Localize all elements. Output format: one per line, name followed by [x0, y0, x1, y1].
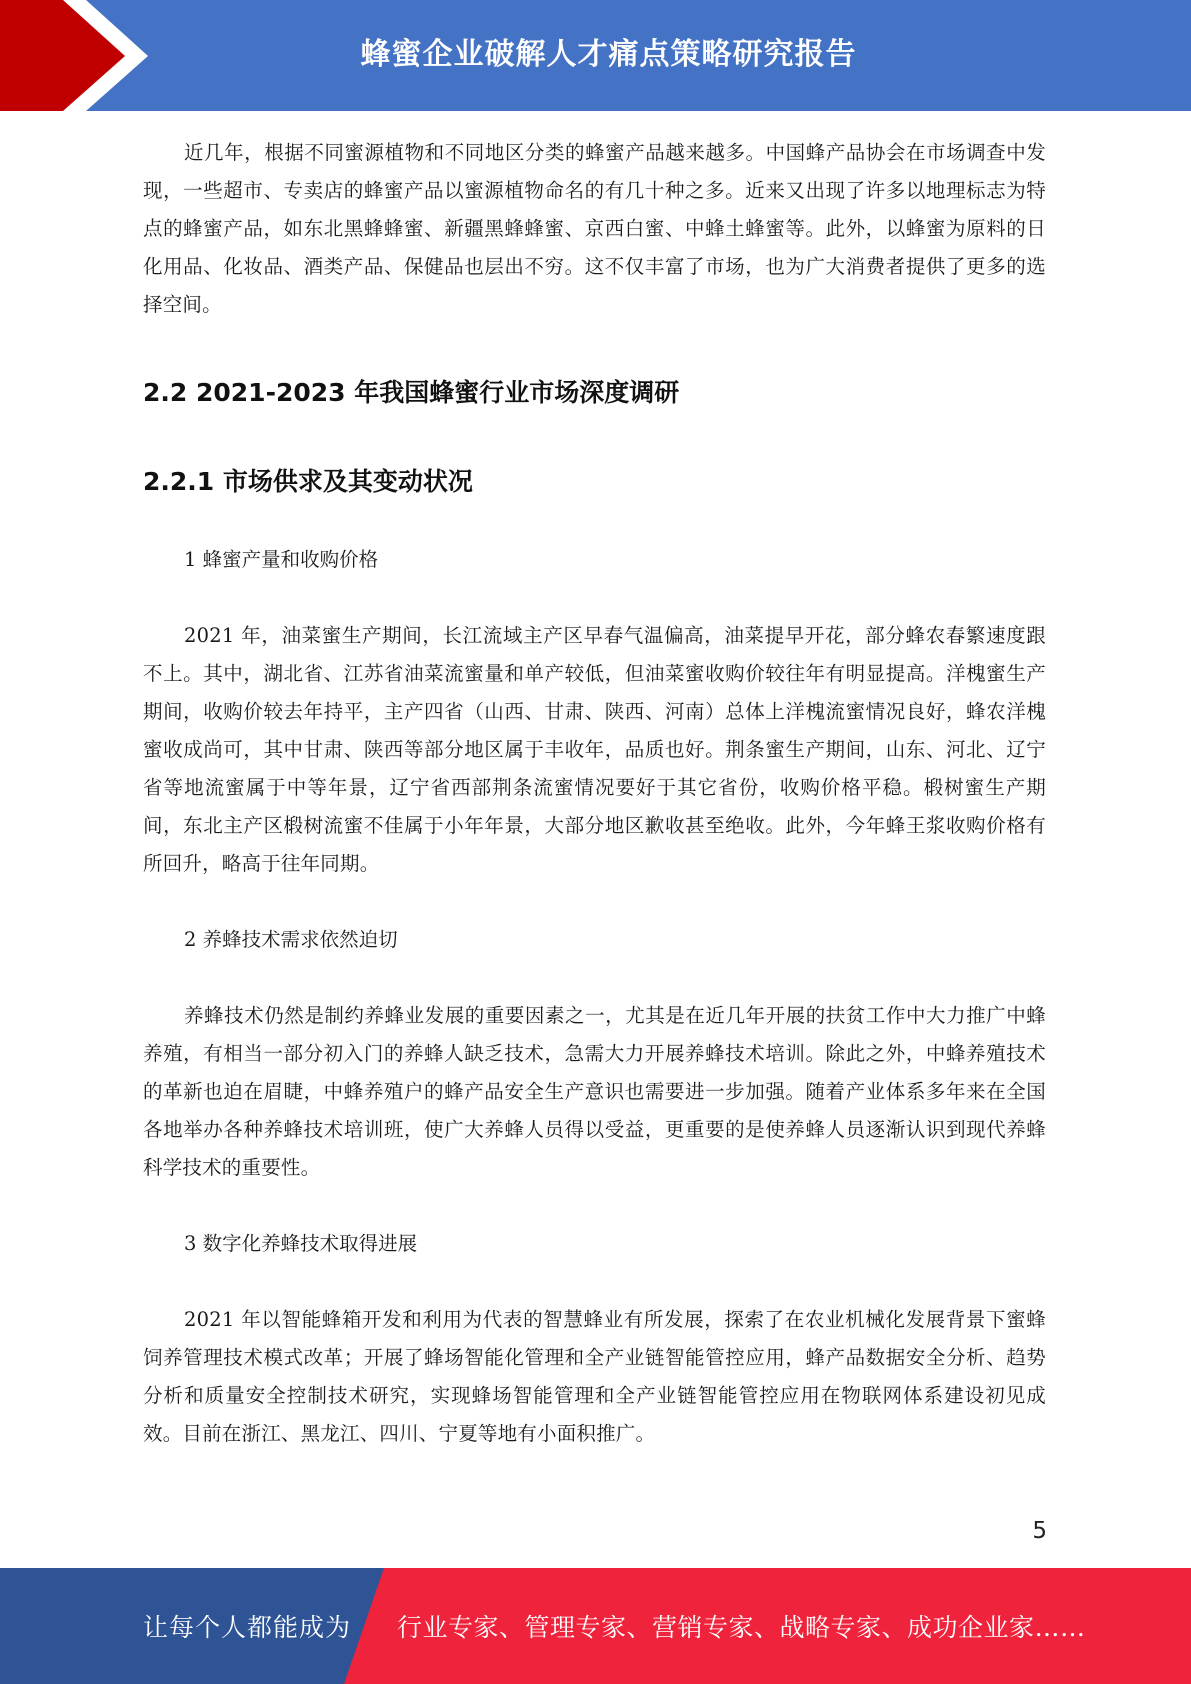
item-paragraph: 养蜂技术仍然是制约养蜂业发展的重要因素之一，尤其是在近几年开展的扶贫工作中大力推广中蜂养殖，有相当一部分初入门的养蜂人缺乏技术，急需大力开展养蜂技术培训。除此之外，中蜂养殖技术的革新也迫在眉睫，中蜂养殖户的蜂产品安全生产意识也需要进一步加强。随着产业体系多年来在全国各地举办各种养蜂技术培训班，使广大养蜂人员得以受益，更重要的是使养蜂人员逐渐认识到现代养蜂科学技术的重要性。 — [143, 1004, 1046, 1179]
item-heading: 1 蜂蜜产量和收购价格 — [184, 548, 379, 571]
item-heading: 3 数字化养蜂技术取得进展 — [184, 1232, 418, 1255]
intro-paragraph: 近几年，根据不同蜜源植物和不同地区分类的蜂蜜产品越来越多。中国蜂产品协会在市场调查中发现，一些超市、专卖店的蜂蜜产品以蜜源植物命名的有几十种之多。近来又出现了许多以地理标志为特点的蜂蜜产品，如东北黑蜂蜂蜜、新疆黑蜂蜂蜜、京西白蜜、中蜂土蜂蜜等。此外，以蜂蜜为原料的日化用品、化妆品、酒类产品、保健品也层出不穷。这不仅丰富了市场，也为广大消费者提供了更多的选择空间。 — [143, 141, 1046, 316]
section-heading: 2.2 2021-2023 年我国蜂蜜行业市场深度调研 — [143, 378, 680, 407]
item-heading: 2 养蜂技术需求依然迫切 — [184, 928, 398, 951]
page-number: 5 — [1032, 1518, 1047, 1544]
footer-slogan-roles: 行业专家、管理专家、营销专家、战略专家、成功企业家…… — [397, 1613, 1086, 1642]
page-footer — [0, 1568, 1191, 1684]
page-body — [143, 134, 1046, 1453]
page-header — [0, 0, 1191, 111]
item-paragraph: 2021 年以智能蜂箱开发和利用为代表的智慧蜂业有所发展，探索了在农业机械化发展背景下蜜蜂饲养管理技术模式改革；开展了蜂场智能化管理和全产业链智能管控应用，蜂产品数据安全分析、趋势分析和质量安全控制技术研究，实现蜂场智能管理和全产业链智能管控应用在物联网体系建设初见成效。目前在浙江、黑龙江、四川、宁夏等地有小面积推广。 — [143, 1308, 1046, 1445]
report-title: 蜂蜜企业破解人才痛点策略研究报告 — [360, 37, 857, 72]
footer-slogan-lead: 让每个人都能成为 — [143, 1613, 352, 1642]
item-paragraph: 2021 年，油菜蜜生产期间，长江流域主产区早春气温偏高，油菜提早开花，部分蜂农春繁速度跟不上。其中，湖北省、江苏省油菜流蜜量和单产较低，但油菜蜜收购价较往年有明显提高。洋槐蜜生产期间，收购价较去年持平，主产四省（山西、甘肃、陕西、河南）总体上洋槐流蜜情况良好，蜂农洋槐蜜收成尚可，其中甘肃、陕西等部分地区属于丰收年，品质也好。荆条蜜生产期间，山东、河北、辽宁省等地流蜜属于中等年景，辽宁省西部荆条流蜜情况要好于其它省份，收购价格平稳。椴树蜜生产期间，东北主产区椴树流蜜不佳属于小年年景，大部分地区歉收甚至绝收。此外，今年蜂王浆收购价格有所回升，略高于往年同期。 — [143, 624, 1046, 875]
subsection-heading: 2.2.1 市场供求及其变动状况 — [143, 467, 473, 496]
